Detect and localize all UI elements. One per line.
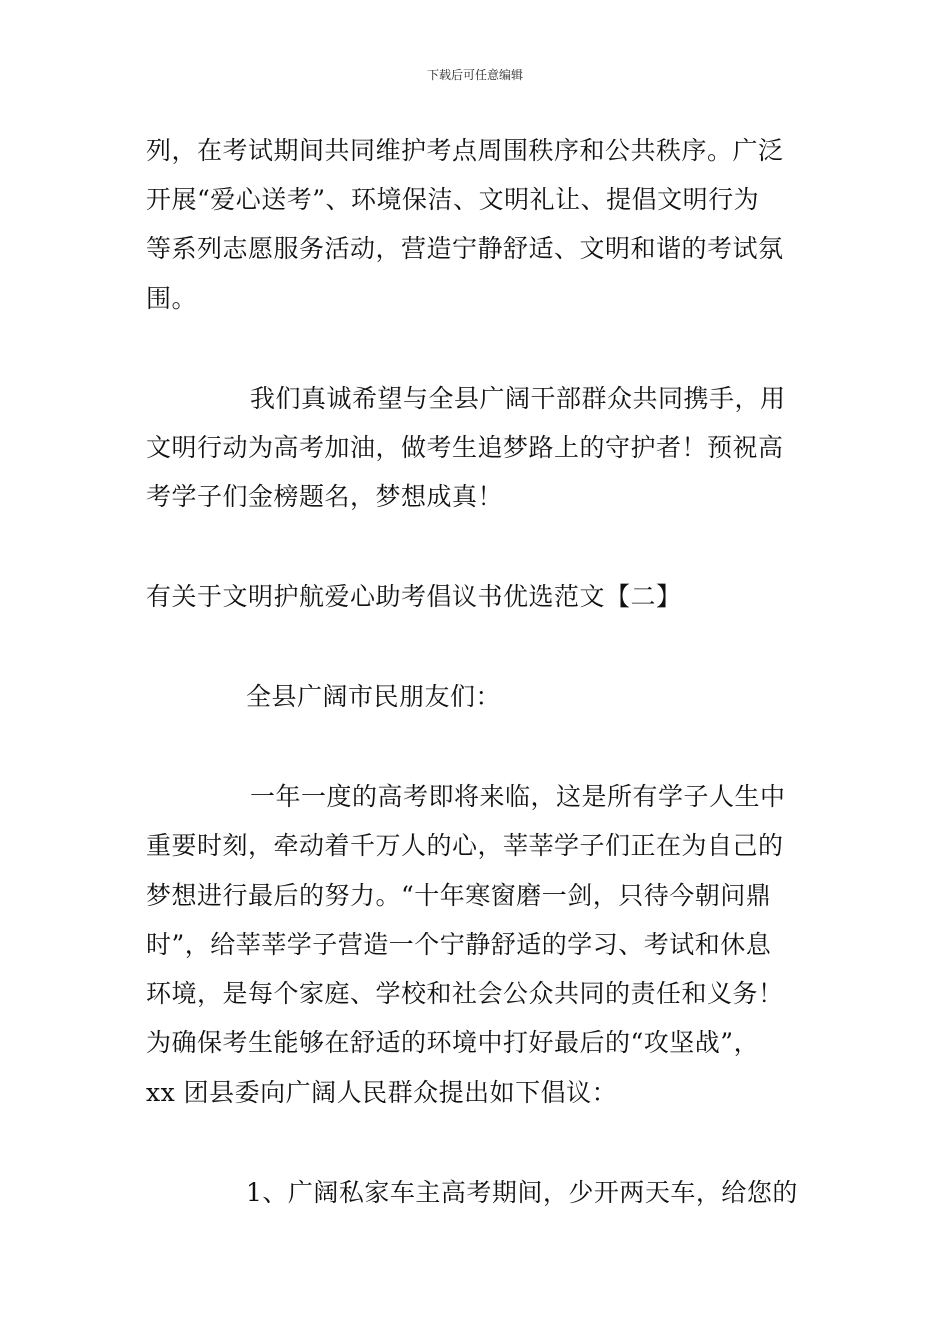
paragraph-line: xx 团县委向广阔人民群众提出如下倡议： [146, 1078, 618, 1107]
paragraph-line: 我们真诚希望与全县广阔干部群众共同携手，用 [250, 384, 786, 413]
salutation: 全县广阔市民朋友们： [246, 682, 502, 711]
paragraph-line: 开展“爱心送考”、环境保洁、文明礼让、提倡文明行为 [146, 185, 760, 214]
paragraph-line: 环境，是每个家庭、学校和社会公众共同的责任和义务！ [146, 979, 784, 1008]
paragraph-line: 梦想进行最后的努力。“十年寒窗磨一剑，只待今朝问鼎 [146, 881, 772, 910]
paragraph-line: 考学子们金榜题名，梦想成真！ [146, 482, 504, 511]
paragraph-line: 文明行动为高考加油，做考生追梦路上的守护者！预祝高 [146, 433, 784, 462]
paragraph-line: 为确保考生能够在舒适的环境中打好最后的“攻坚战”， [146, 1028, 760, 1057]
paragraph-line: 列，在考试期间共同维护考点周围秩序和公共秩序。广泛 [146, 136, 784, 165]
paragraph-line: 围。 [146, 284, 198, 313]
section-heading: 有关于文明护航爱心助考倡议书优选范文【二】 [146, 582, 682, 611]
paragraph-line: 重要时刻，牵动着千万人的心，莘莘学子们正在为自己的 [146, 831, 784, 860]
paragraph-line: 1、广阔私家车主高考期间，少开两天车，给您的 [246, 1178, 798, 1207]
page-header: 下载后可任意编辑 [426, 68, 523, 82]
paragraph-line: 等系列志愿服务活动，营造宁静舒适、文明和谐的考试氛 [146, 234, 784, 263]
paragraph-line: 时”，给莘莘学子营造一个宁静舒适的学习、考试和休息 [146, 930, 772, 959]
paragraph-line: 一年一度的高考即将来临，这是所有学子人生中 [250, 782, 786, 811]
